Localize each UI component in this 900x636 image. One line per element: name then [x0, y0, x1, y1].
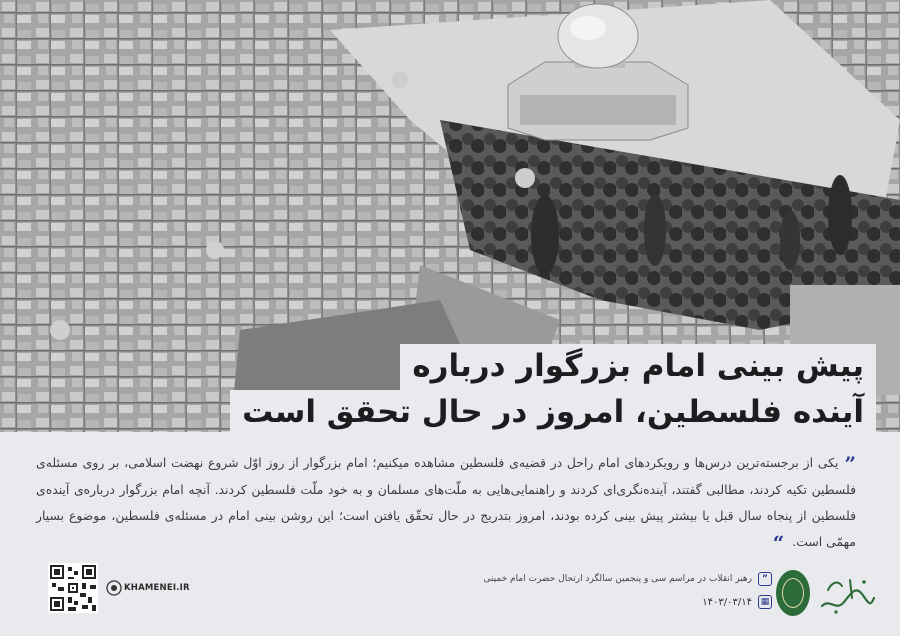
emblem-ring — [782, 578, 804, 608]
qr-code[interactable] — [48, 563, 98, 613]
khamenei-logo-icon — [106, 580, 122, 596]
quote-text: یکی از برجسته‌ترین درس‌ها و رویکردهای امام راحل در قضیه‌ی فلسطین مشاهده میکنیم؛ امام بزرگوار از روز اوّل شروع نهضت اسلامی، بر روی مسئله‌ی فلسطین تکیه کردند، مطالبی گفتند، آینده‌نگری‌ای کردند و راهنمایی‌هایی به ملّت‌های مسلمان و به خود ملّت فلسطین کردند. آنچه امام بزرگوار درباره‌ی آینده‌ی فلسطین از پنجاه سال قبل یا بیشتر پیش بینی کرده بودند، امروز بتدریج در حال تحقّق یافتن است؛ این روشن بینی امام در مسئله‌ی فلسطین، موضوع بسیار مهمّی است. — [36, 455, 856, 549]
site-label[interactable]: KHAMENEI.IR — [124, 583, 190, 593]
headline-line-1: پیش بینی امام بزرگوار درباره — [400, 344, 876, 390]
close-quote-icon: “ — [772, 531, 785, 555]
calligraphy-signature-icon — [816, 568, 878, 616]
ruhollah-emblem-icon — [776, 570, 810, 616]
headline-line-2: آینده‌ فلسطین، امروز در حال تحقق است — [230, 390, 876, 434]
calendar-icon: ▦ — [758, 595, 772, 609]
date-text: ۱۴۰۳/۰۳/۱۴ — [702, 596, 752, 608]
open-quote-icon: ” — [844, 452, 856, 476]
source-row — [483, 572, 772, 586]
quote-body — [36, 450, 856, 556]
quote-icon: ” — [758, 572, 772, 586]
source-text: رهبر انقلاب در مراسم سی و پنجمین سالگرد ارتحال حضرت امام خمینی — [483, 574, 752, 584]
date-row — [702, 595, 772, 609]
